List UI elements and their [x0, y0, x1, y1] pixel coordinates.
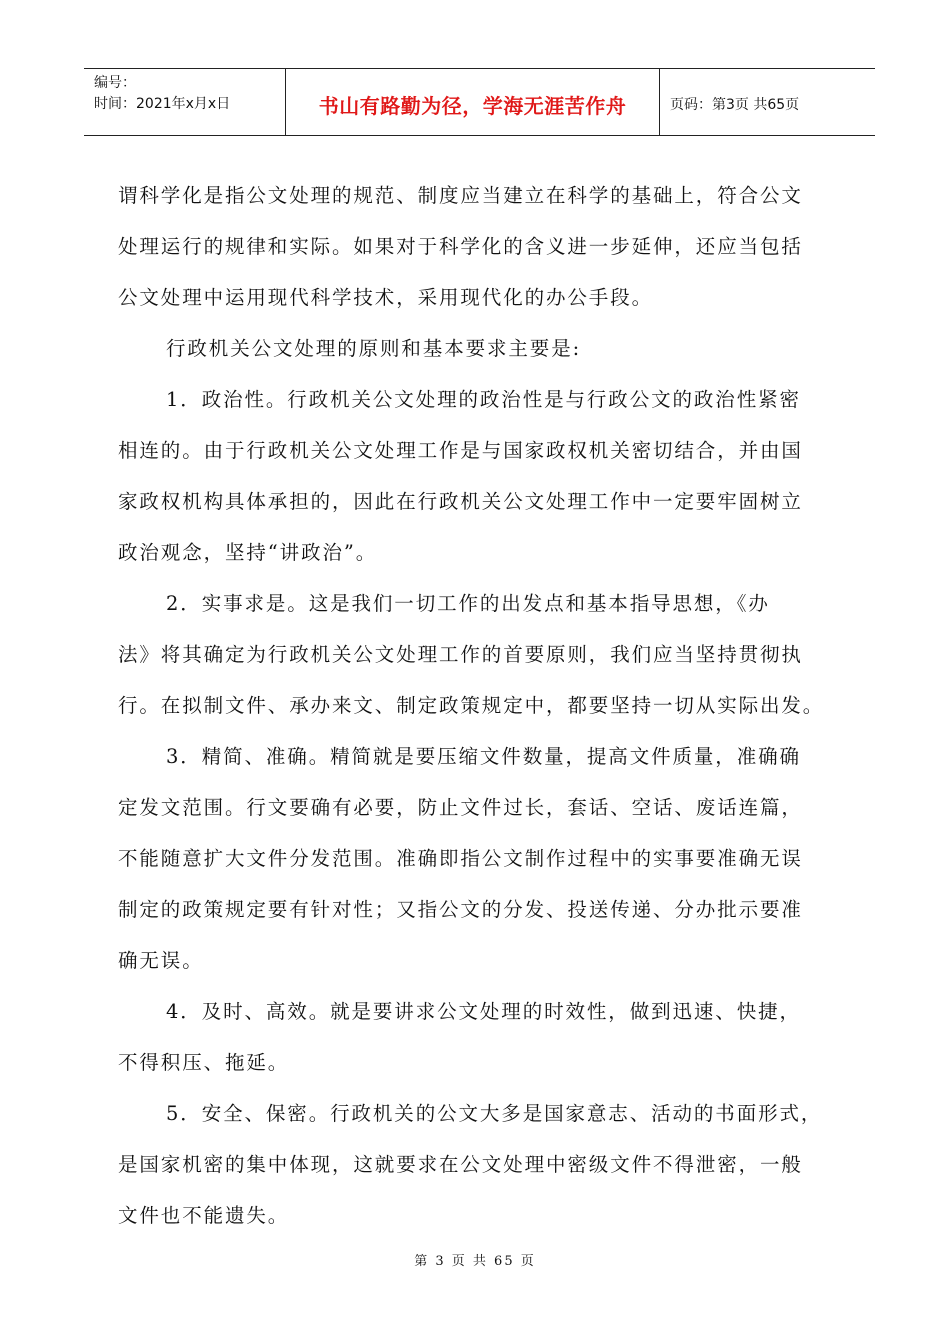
body-line: 3．精简、准确。精简就是要压缩文件数量，提高文件质量，准确确: [166, 745, 801, 768]
body-line: 行政机关公文处理的原则和基本要求主要是:: [166, 337, 582, 360]
body-line: 法》将其确定为行政机关公文处理工作的首要原则，我们应当坚持贯彻执: [118, 643, 803, 666]
body-line: 文件也不能遗失。: [118, 1204, 290, 1227]
body-line: 公文处理中运用现代科学技术，采用现代化的办公手段。: [118, 286, 654, 309]
body-line: 是国家机密的集中体现，这就要求在公文处理中密级文件不得泄密，一般: [118, 1153, 803, 1176]
header-page-number: 页码：第3页 共65页: [670, 97, 800, 113]
document-number-label: 编号：: [94, 75, 136, 91]
header-motto-cell: [286, 69, 660, 135]
document-body: [118, 176, 844, 1247]
header-meta: [84, 69, 286, 135]
body-line: 制定的政策规定要有针对性；又指公文的分发、投送传递、分办批示要准: [118, 898, 803, 921]
footer-page-number: 第 3 页 共 65 页: [414, 1254, 536, 1269]
header-page-cell: [660, 69, 875, 135]
page-footer: [0, 1250, 950, 1269]
body-line: 相连的。由于行政机关公文处理工作是与国家政权机关密切结合，并由国: [118, 439, 803, 462]
body-line: 1．政治性。行政机关公文处理的政治性是与行政公文的政治性紧密: [166, 388, 801, 411]
body-line: 5．安全、保密。行政机关的公文大多是国家意志、活动的书面形式，: [166, 1102, 823, 1125]
body-line: 定发文范围。行文要确有必要，防止文件过长，套话、空话、废话连篇，: [118, 796, 803, 819]
body-line: 家政权机构具体承担的，因此在行政机关公文处理工作中一定要牢固树立: [118, 490, 803, 513]
body-line: 处理运行的规律和实际。如果对于科学化的含义进一步延伸，还应当包括: [118, 235, 803, 258]
body-line: 确无误。: [118, 949, 204, 972]
body-line: 谓科学化是指公文处理的规范、制度应当建立在科学的基础上，符合公文: [118, 184, 803, 207]
header-motto: 书山有路勤为径，学海无涯苦作舟: [318, 93, 627, 118]
body-line: 行。在拟制文件、承办来文、制定政策规定中，都要坚持一切从实际出发。: [118, 694, 825, 717]
body-line: 不得积压、拖延。: [118, 1051, 290, 1074]
body-line: 不能随意扩大文件分发范围。准确即指公文制作过程中的实事要准确无误: [118, 847, 803, 870]
body-line: 2．实事求是。这是我们一切工作的出发点和基本指导思想，《办: [166, 592, 770, 615]
body-line: 4．及时、高效。就是要讲求公文处理的时效性，做到迅速、快捷，: [166, 1000, 801, 1023]
body-line: 政治观念，坚持“讲政治”。: [118, 541, 378, 564]
document-time-label: 时间：2021年x月x日: [94, 96, 231, 112]
document-header: [84, 68, 875, 136]
